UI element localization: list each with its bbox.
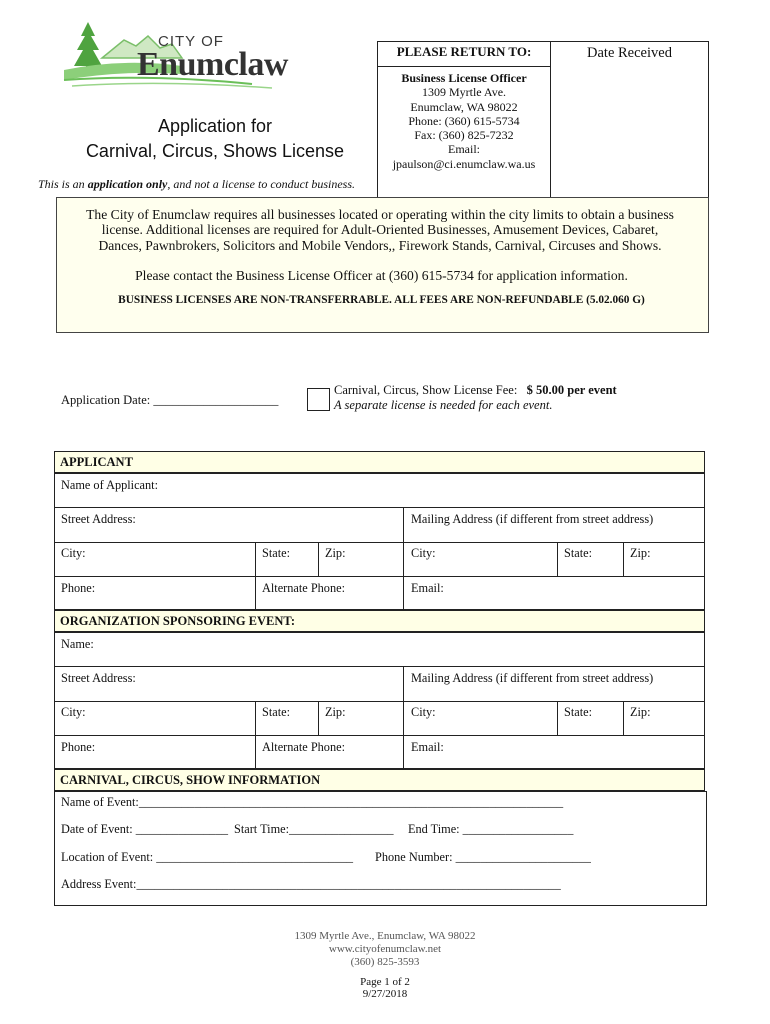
return-officer: Business License Officer <box>401 71 527 85</box>
return-email-label: Email: <box>448 142 480 157</box>
disclaimer <box>38 177 355 192</box>
notice-fees-warning: BUSINESS LICENSES ARE NON-TRANSFERRABLE. ALL FEES ARE NON-REFUNDABLE (5.02.060 G) <box>118 294 645 306</box>
org-street-field[interactable]: Street Address: <box>61 671 136 685</box>
application-date-field[interactable]: Application Date: ____________________ <box>61 393 279 407</box>
org-mail-state-field[interactable]: State: <box>564 705 593 719</box>
event-date-field[interactable]: Date of Event: _______________ <box>61 822 229 836</box>
organization-row-line <box>54 701 705 702</box>
organization-col-line <box>403 666 404 768</box>
applicant-col-line <box>318 542 319 577</box>
event-phone-field[interactable]: Phone Number: ______________________ <box>375 850 591 864</box>
return-to-address <box>378 71 550 171</box>
org-name-field[interactable]: Name: <box>61 637 94 651</box>
footer-phone: (360) 825-3593 <box>350 956 420 968</box>
license-fee-checkbox[interactable] <box>307 388 330 411</box>
applicant-heading: APPLICANT <box>54 451 705 473</box>
footer-address: 1309 Myrtle Ave., Enumclaw, WA 98022 <box>294 930 476 942</box>
applicant-col-line <box>557 542 558 577</box>
event-info-heading: CARNIVAL, CIRCUS, SHOW INFORMATION <box>54 769 705 791</box>
org-zip-field[interactable]: Zip: <box>325 705 346 719</box>
return-box-divider <box>550 41 551 197</box>
license-fee-note: A separate license is needed for each event. <box>334 398 553 412</box>
applicant-row-line <box>54 576 705 577</box>
notice-paragraph: The City of Enumclaw requires all businesses located or operating within the city limits to obtain a business license. Additional licenses are required for Adult-Oriented Businesses, Amusement Devices, Cabaret, Dances, Pawnbrokers, Solicitors and Mobile Vendors,, Firework Stands, Carnival, Circuses and Shows. <box>86 207 674 253</box>
applicant-row-line <box>54 507 705 508</box>
org-city-field[interactable]: City: <box>61 705 86 719</box>
organization-col-line <box>557 701 558 736</box>
date-received-label: Date Received <box>587 45 672 61</box>
applicant-col-line <box>403 507 404 609</box>
notice-contact: Please contact the Business License Officer at (360) 615-5734 for application information. <box>135 268 628 283</box>
footer-website: www.cityofenumclaw.net <box>328 943 442 955</box>
return-city: Enumclaw, WA 98022 <box>410 99 518 114</box>
title-line1: Application for <box>157 116 273 136</box>
page-title <box>60 114 370 164</box>
applicant-mailing-field[interactable]: Mailing Address (if different from street address) <box>411 512 654 526</box>
logo-name-text: Enumclaw <box>137 46 288 83</box>
disclaimer-pre: This is an <box>38 177 88 191</box>
return-to-heading: PLEASE RETURN TO: <box>396 44 532 59</box>
applicant-zip-field[interactable]: Zip: <box>325 546 346 560</box>
disclaimer-bold: application only <box>87 177 168 191</box>
license-fee-label <box>334 383 617 398</box>
applicant-alt-phone-field[interactable]: Alternate Phone: <box>262 581 345 595</box>
org-mailing-field[interactable]: Mailing Address (if different from street address) <box>411 671 654 685</box>
page-number: Page 1 of 2 <box>360 976 410 988</box>
organization-row-line <box>54 666 705 667</box>
applicant-col-line <box>255 542 256 609</box>
org-email-field[interactable]: Email: <box>411 740 444 754</box>
footer-contact <box>0 930 770 969</box>
org-state-field[interactable]: State: <box>262 705 291 719</box>
license-fee-amount: $ 50.00 per event <box>526 383 617 397</box>
event-address-field[interactable]: Address Event:_____________________________________________________________________ <box>61 877 561 891</box>
event-name-field[interactable]: Name of Event:_____________________________________________________________________ <box>61 795 564 809</box>
organization-col-line <box>318 701 319 736</box>
applicant-row-line <box>54 542 705 543</box>
disclaimer-post: , and not a license to conduct business. <box>167 177 355 191</box>
footer-page-info <box>0 976 770 1000</box>
applicant-name-field[interactable]: Name of Applicant: <box>61 478 158 492</box>
applicant-phone-field[interactable]: Phone: <box>61 581 96 595</box>
license-fee-text: Carnival, Circus, Show License Fee: <box>334 383 527 397</box>
return-head-underline <box>377 66 551 67</box>
organization-row-line <box>54 735 705 736</box>
logo-city-text: CITY OF <box>158 33 224 50</box>
revision-date: 9/27/2018 <box>362 988 408 1000</box>
return-street: 1309 Myrtle Ave. <box>421 85 507 100</box>
return-email: jpaulson@ci.enumclaw.wa.us <box>392 156 536 171</box>
applicant-email-field[interactable]: Email: <box>411 581 444 595</box>
applicant-street-field[interactable]: Street Address: <box>61 512 136 526</box>
applicant-mail-zip-field[interactable]: Zip: <box>630 546 651 560</box>
applicant-mail-state-field[interactable]: State: <box>564 546 593 560</box>
event-start-time-field[interactable]: Start Time:_________________ <box>234 822 394 836</box>
org-phone-field[interactable]: Phone: <box>61 740 96 754</box>
return-phone: Phone: (360) 615-5734 <box>408 113 520 128</box>
event-location-field[interactable]: Location of Event: ________________________________ <box>61 850 354 864</box>
return-fax: Fax: (360) 825-7232 <box>414 128 514 143</box>
organization-col-line <box>623 701 624 736</box>
org-mail-zip-field[interactable]: Zip: <box>630 705 651 719</box>
applicant-mail-city-field[interactable]: City: <box>411 546 436 560</box>
event-end-time-field[interactable]: End Time: __________________ <box>408 822 574 836</box>
organization-heading: ORGANIZATION SPONSORING EVENT: <box>54 610 705 632</box>
organization-col-line <box>255 701 256 768</box>
applicant-city-field[interactable]: City: <box>61 546 86 560</box>
applicant-state-field[interactable]: State: <box>262 546 291 560</box>
title-line2: Carnival, Circus, Shows License <box>85 141 345 161</box>
applicant-col-line <box>623 542 624 577</box>
org-mail-city-field[interactable]: City: <box>411 705 436 719</box>
org-alt-phone-field[interactable]: Alternate Phone: <box>262 740 345 754</box>
